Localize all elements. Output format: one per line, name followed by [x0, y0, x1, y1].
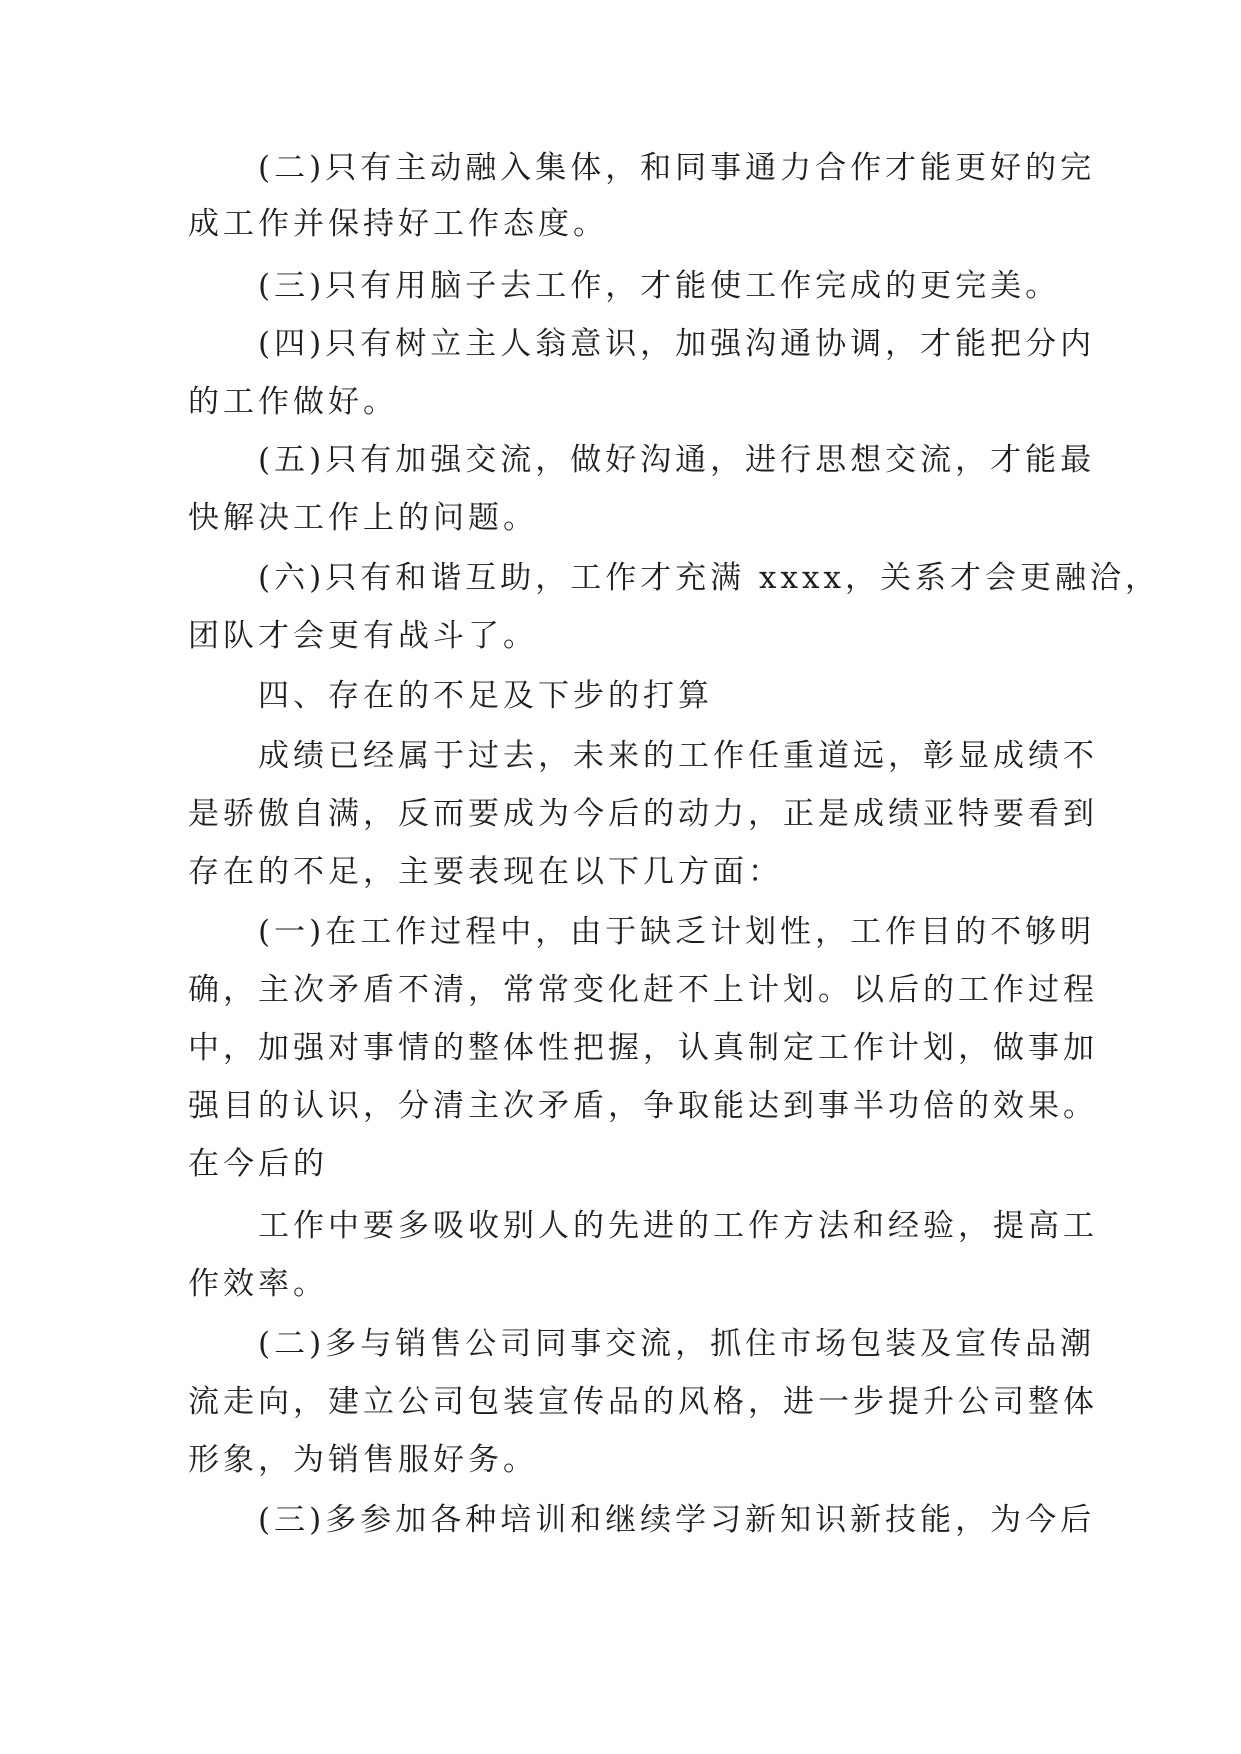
paragraph-line-9: 团队才会更有战斗了。	[188, 618, 538, 654]
paragraph-line-20: (二)多与销售公司同事交流，抓住市场包装及宣传品潮	[258, 1326, 1096, 1362]
paragraph-line-16: 强目的认识，分清主次矛盾，争取能达到事半功倍的效果。	[188, 1088, 1098, 1124]
paragraph-line-12: 存在的不足，主要表现在以下几方面：	[188, 854, 783, 890]
paragraph-line-10: 成绩已经属于过去，未来的工作任重道远，彰显成绩不	[258, 738, 1098, 774]
paragraph-line-7: 快解决工作上的问题。	[188, 500, 538, 536]
paragraph-line-2: 成工作并保持好工作态度。	[188, 206, 608, 242]
paragraph-line-5: 的工作做好。	[188, 384, 398, 420]
paragraph-line-13: (一)在工作过程中，由于缺乏计划性，工作目的不够明	[258, 914, 1096, 950]
paragraph-line-8: (六)只有和谐互助，工作才充满 xxxx，关系才会更融洽，	[258, 560, 1160, 596]
section-heading: 四、存在的不足及下步的打算	[258, 678, 713, 714]
paragraph-line-11: 是骄傲自满，反而要成为今后的动力，正是成绩亚特要看到	[188, 796, 1098, 832]
paragraph-line-14: 确，主次矛盾不清，常常变化赶不上计划。以后的工作过程	[188, 972, 1098, 1008]
paragraph-line-4: (四)只有树立主人翁意识，加强沟通协调，才能把分内	[258, 326, 1096, 362]
paragraph-line-22: 形象，为销售服好务。	[188, 1442, 538, 1478]
paragraph-line-18: 工作中要多吸收别人的先进的工作方法和经验，提高工	[258, 1208, 1098, 1244]
paragraph-line-15: 中，加强对事情的整体性把握，认真制定工作计划，做事加	[188, 1030, 1098, 1066]
paragraph-line-3: (三)只有用脑子去工作，才能使工作完成的更完美。	[258, 268, 1061, 304]
paragraph-line-6: (五)只有加强交流，做好沟通，进行思想交流，才能最	[258, 442, 1096, 478]
paragraph-line-21: 流走向，建立公司包装宣传品的风格，进一步提升公司整体	[188, 1384, 1098, 1420]
paragraph-line-19: 作效率。	[188, 1266, 328, 1302]
paragraph-line-1: (二)只有主动融入集体，和同事通力合作才能更好的完	[258, 150, 1096, 186]
paragraph-line-23: (三)多参加各种培训和继续学习新知识新技能，为今后	[258, 1502, 1096, 1538]
paragraph-line-17: 在今后的	[188, 1146, 328, 1182]
